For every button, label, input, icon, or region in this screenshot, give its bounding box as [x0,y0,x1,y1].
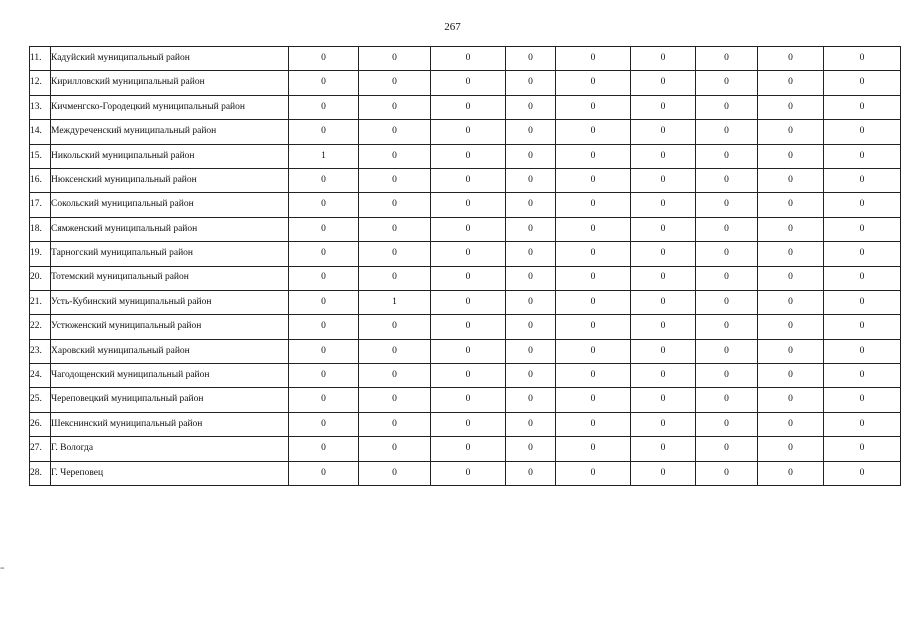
value-cell: 0 [824,242,901,266]
table-row [30,193,901,217]
value-cell: 0 [359,168,431,192]
district-name: Шекснинский муниципальный район [51,412,289,436]
value-cell: 0 [696,95,758,119]
row-number: 14. [30,120,51,144]
table-row [30,412,901,436]
value-cell: 0 [431,71,506,95]
value-cell: 0 [556,266,631,290]
value-cell: 0 [631,144,696,168]
district-name: Череповецкий муниципальный район [51,388,289,412]
value-cell: 0 [431,315,506,339]
value-cell: 0 [556,47,631,71]
value-cell: 0 [359,193,431,217]
value-cell: 0 [289,339,359,363]
table-row [30,144,901,168]
value-cell: 0 [289,193,359,217]
value-cell: 0 [506,461,556,485]
page-number: 267 [444,21,461,33]
value-cell: 0 [758,120,824,144]
value-cell: 0 [631,47,696,71]
value-cell: 0 [359,364,431,388]
value-cell: 0 [556,217,631,241]
table-row [30,388,901,412]
value-cell: 0 [696,242,758,266]
value-cell: 0 [431,242,506,266]
value-cell: 0 [758,168,824,192]
value-cell: 0 [696,315,758,339]
value-cell: 0 [556,71,631,95]
value-cell: 0 [824,120,901,144]
value-cell: 0 [506,95,556,119]
value-cell: 0 [506,120,556,144]
row-number: 17. [30,193,51,217]
district-name: Сямженский муниципальный район [51,217,289,241]
table-row [30,217,901,241]
value-cell: 0 [289,168,359,192]
value-cell: 0 [359,95,431,119]
value-cell: 0 [631,242,696,266]
value-cell: 0 [758,364,824,388]
value-cell: 0 [289,364,359,388]
value-cell: 0 [431,437,506,461]
district-name: Кадуйский муниципальный район [51,47,289,71]
value-cell: 0 [431,339,506,363]
district-name: Г. Череповец [51,461,289,485]
value-cell: 0 [556,437,631,461]
district-name: Чагодощенский муниципальный район [51,364,289,388]
value-cell: 0 [631,315,696,339]
value-cell: 0 [506,47,556,71]
table-row [30,168,901,192]
value-cell: 0 [696,339,758,363]
value-cell: 0 [824,388,901,412]
value-cell: 0 [758,217,824,241]
value-cell: 0 [289,315,359,339]
value-cell: 0 [824,71,901,95]
table-row [30,266,901,290]
value-cell: 0 [359,461,431,485]
table-row [30,242,901,266]
value-cell: 0 [431,144,506,168]
value-cell: 0 [556,339,631,363]
value-cell: 0 [696,290,758,314]
value-cell: 0 [631,71,696,95]
table-row [30,315,901,339]
value-cell: 0 [556,290,631,314]
value-cell: 0 [758,47,824,71]
value-cell: 0 [824,461,901,485]
row-number: 28. [30,461,51,485]
value-cell: 0 [556,120,631,144]
district-name: Г. Вологда [51,437,289,461]
row-number: 26. [30,412,51,436]
district-name: Нюксенский муниципальный район [51,168,289,192]
value-cell: 0 [631,266,696,290]
district-name: Харовский муниципальный район [51,339,289,363]
table-row [30,47,901,71]
value-cell: 0 [289,437,359,461]
value-cell: 0 [758,266,824,290]
value-cell: 0 [758,437,824,461]
value-cell: 0 [289,71,359,95]
district-name: Кичменгско-Городецкий муниципальный район [51,95,289,119]
row-number: 22. [30,315,51,339]
value-cell: 0 [631,412,696,436]
value-cell: 0 [556,315,631,339]
table-row [30,364,901,388]
value-cell: 0 [359,437,431,461]
value-cell: 0 [359,242,431,266]
value-cell: 0 [696,47,758,71]
value-cell: 0 [631,168,696,192]
value-cell: 0 [696,217,758,241]
row-number: 16. [30,168,51,192]
margin-mark: = [0,564,5,573]
value-cell: 0 [506,364,556,388]
value-cell: 0 [696,266,758,290]
district-name: Устюженский муниципальный район [51,315,289,339]
row-number: 18. [30,217,51,241]
value-cell: 0 [758,95,824,119]
value-cell: 0 [631,461,696,485]
value-cell: 0 [758,290,824,314]
value-cell: 0 [359,266,431,290]
value-cell: 0 [824,266,901,290]
district-name: Усть-Кубинский муниципальный район [51,290,289,314]
table-row [30,461,901,485]
value-cell: 0 [696,388,758,412]
value-cell: 0 [631,95,696,119]
table-row [30,71,901,95]
value-cell: 0 [824,193,901,217]
table-row [30,339,901,363]
value-cell: 0 [506,388,556,412]
value-cell: 0 [289,47,359,71]
value-cell: 0 [824,47,901,71]
value-cell: 0 [289,120,359,144]
value-cell: 0 [631,193,696,217]
value-cell: 0 [431,388,506,412]
value-cell: 0 [758,339,824,363]
value-cell: 0 [289,242,359,266]
value-cell: 0 [506,437,556,461]
value-cell: 0 [359,388,431,412]
district-name: Тотемский муниципальный район [51,266,289,290]
district-name: Междуреченский муниципальный район [51,120,289,144]
value-cell: 0 [758,242,824,266]
value-cell: 0 [824,364,901,388]
district-name: Никольский муниципальный район [51,144,289,168]
table-row [30,290,901,314]
value-cell: 0 [506,315,556,339]
value-cell: 0 [556,388,631,412]
value-cell: 0 [431,412,506,436]
value-cell: 0 [289,412,359,436]
value-cell: 0 [824,217,901,241]
value-cell: 0 [824,315,901,339]
value-cell: 0 [758,71,824,95]
value-cell: 0 [696,412,758,436]
value-cell: 0 [758,461,824,485]
value-cell: 0 [359,217,431,241]
value-cell: 0 [696,364,758,388]
value-cell: 0 [696,144,758,168]
row-number: 24. [30,364,51,388]
value-cell: 0 [506,339,556,363]
value-cell: 0 [289,461,359,485]
value-cell: 0 [359,120,431,144]
value-cell: 0 [824,168,901,192]
value-cell: 0 [631,339,696,363]
value-cell: 0 [431,168,506,192]
district-name: Кирилловский муниципальный район [51,71,289,95]
value-cell: 0 [506,412,556,436]
value-cell: 0 [506,71,556,95]
value-cell: 0 [556,193,631,217]
value-cell: 0 [506,242,556,266]
value-cell: 0 [289,290,359,314]
row-number: 25. [30,388,51,412]
value-cell: 0 [289,95,359,119]
row-number: 15. [30,144,51,168]
value-cell: 0 [359,339,431,363]
table-row [30,437,901,461]
value-cell: 0 [824,412,901,436]
value-cell: 0 [556,364,631,388]
value-cell: 0 [631,290,696,314]
district-name: Тарногский муниципальный район [51,242,289,266]
value-cell: 0 [556,242,631,266]
value-cell: 0 [431,95,506,119]
row-number: 13. [30,95,51,119]
value-cell: 0 [359,315,431,339]
value-cell: 0 [631,388,696,412]
value-cell: 0 [556,412,631,436]
table-body [30,47,901,486]
row-number: 27. [30,437,51,461]
table-row [30,95,901,119]
value-cell: 0 [506,217,556,241]
row-number: 20. [30,266,51,290]
value-cell: 0 [824,95,901,119]
value-cell: 0 [506,168,556,192]
row-number: 11. [30,47,51,71]
data-table [29,46,901,486]
value-cell: 0 [631,217,696,241]
value-cell: 0 [359,412,431,436]
value-cell: 0 [431,217,506,241]
value-cell: 0 [631,120,696,144]
value-cell: 0 [696,193,758,217]
value-cell: 0 [696,120,758,144]
value-cell: 0 [506,144,556,168]
value-cell: 0 [631,364,696,388]
value-cell: 0 [506,266,556,290]
value-cell: 0 [824,290,901,314]
value-cell: 0 [431,364,506,388]
value-cell: 0 [556,168,631,192]
row-number: 21. [30,290,51,314]
district-name: Сокольский муниципальный район [51,193,289,217]
row-number: 23. [30,339,51,363]
value-cell: 0 [758,144,824,168]
row-number: 19. [30,242,51,266]
value-cell: 0 [289,388,359,412]
value-cell: 0 [758,315,824,339]
value-cell: 0 [289,266,359,290]
value-cell: 0 [696,71,758,95]
table-row [30,120,901,144]
value-cell: 0 [431,461,506,485]
value-cell: 0 [431,193,506,217]
value-cell: 0 [431,266,506,290]
value-cell: 0 [556,144,631,168]
value-cell: 0 [758,412,824,436]
value-cell: 0 [556,461,631,485]
value-cell: 0 [824,437,901,461]
value-cell: 0 [506,290,556,314]
value-cell: 0 [824,144,901,168]
value-cell: 0 [431,120,506,144]
value-cell: 0 [758,388,824,412]
value-cell: 0 [696,437,758,461]
value-cell: 0 [431,47,506,71]
value-cell: 0 [359,144,431,168]
value-cell: 0 [696,168,758,192]
value-cell: 0 [506,193,556,217]
value-cell: 0 [824,339,901,363]
value-cell: 0 [758,193,824,217]
value-cell: 0 [631,437,696,461]
value-cell: 0 [359,47,431,71]
value-cell: 1 [359,290,431,314]
value-cell: 0 [431,290,506,314]
value-cell: 0 [696,461,758,485]
value-cell: 0 [289,217,359,241]
value-cell: 1 [289,144,359,168]
value-cell: 0 [359,71,431,95]
value-cell: 0 [556,95,631,119]
row-number: 12. [30,71,51,95]
